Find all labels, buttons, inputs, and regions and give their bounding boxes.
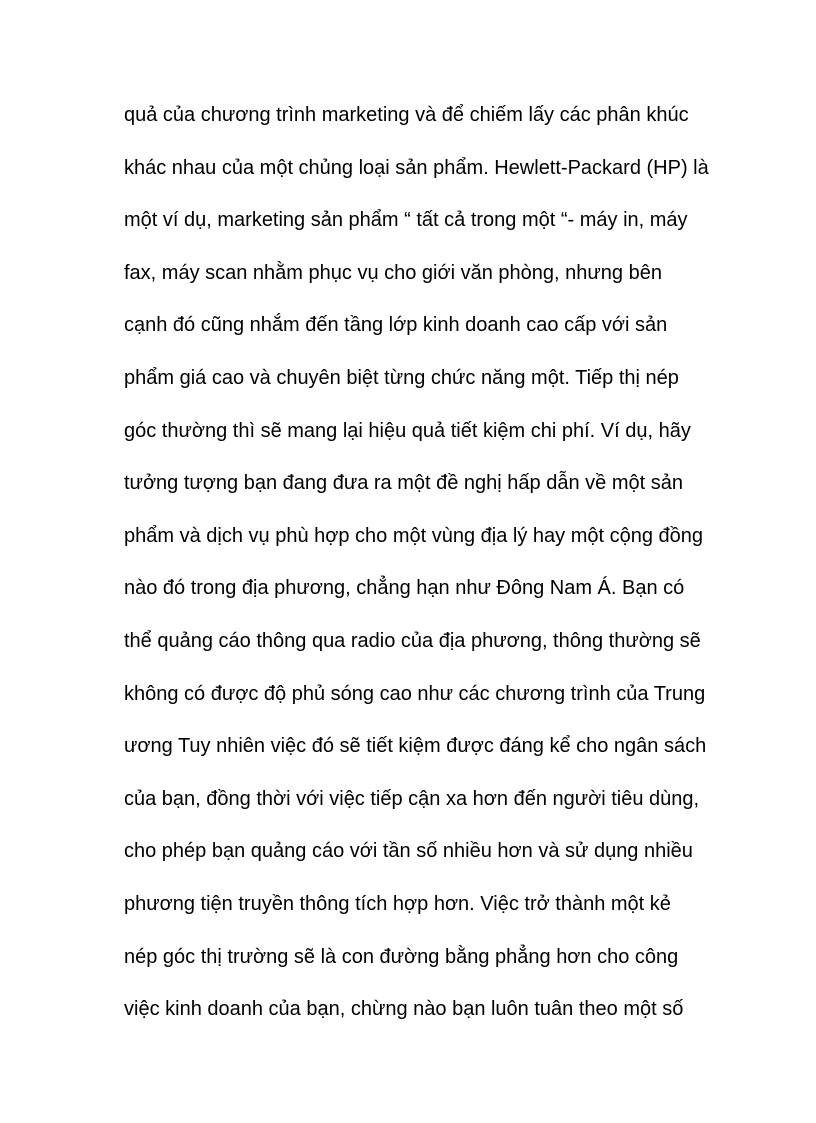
text-line: ương Tuy nhiên việc đó sẽ tiết kiệm được đáng kể cho ngân sách	[124, 735, 707, 758]
text-line: phẩm giá cao và chuyên biệt từng chức năng một. Tiếp thị nép	[124, 366, 679, 389]
text-line: tưởng tượng bạn đang đưa ra một đề nghị hấp dẫn về một sản	[124, 472, 683, 495]
text-line: cạnh đó cũng nhắm đến tầng lớp kinh doanh cao cấp với sản	[124, 314, 668, 337]
text-line: của bạn, đồng thời với việc tiếp cận xa hơn đến người tiêu dùng,	[124, 787, 700, 810]
text-line: cho phép bạn quảng cáo với tần số nhiều hơn và sử dụng nhiều	[124, 840, 693, 863]
text-line: nép góc thị trường sẽ là con đường bằng phẳng hơn cho công	[124, 945, 679, 968]
text-line: phương tiện truyền thông tích hợp hơn. Việc trở thành một kẻ	[124, 892, 671, 915]
text-line: góc thường thì sẽ mang lại hiệu quả tiết kiệm chi phí. Ví dụ, hãy	[124, 419, 691, 442]
text-line: nào đó trong địa phương, chẳng hạn như Đông Nam Á. Bạn có	[124, 577, 685, 600]
text-line: không có được độ phủ sóng cao như các chương trình của Trung	[124, 682, 706, 705]
text-line: fax, máy scan nhằm phục vụ cho giới văn phòng, nhưng bên	[124, 261, 662, 284]
text-line: thể quảng cáo thông qua radio của địa phương, thông thường sẽ	[124, 629, 701, 652]
text-line: quả của chương trình marketing và để chiếm lấy các phân khúc	[124, 104, 689, 126]
text-line: khác nhau của một chủng loại sản phẩm. Hewlett-Packard (HP) là	[124, 156, 709, 179]
text-line: một ví dụ, marketing sản phẩm “ tất cả trong một “- máy in, máy	[124, 209, 688, 232]
body-paragraph	[124, 99, 724, 1046]
text-line: việc kinh doanh của bạn, chừng nào bạn luôn tuân theo một số	[124, 998, 684, 1021]
text-line: phẩm và dịch vụ phù hợp cho một vùng địa lý hay một cộng đồng	[124, 524, 704, 547]
